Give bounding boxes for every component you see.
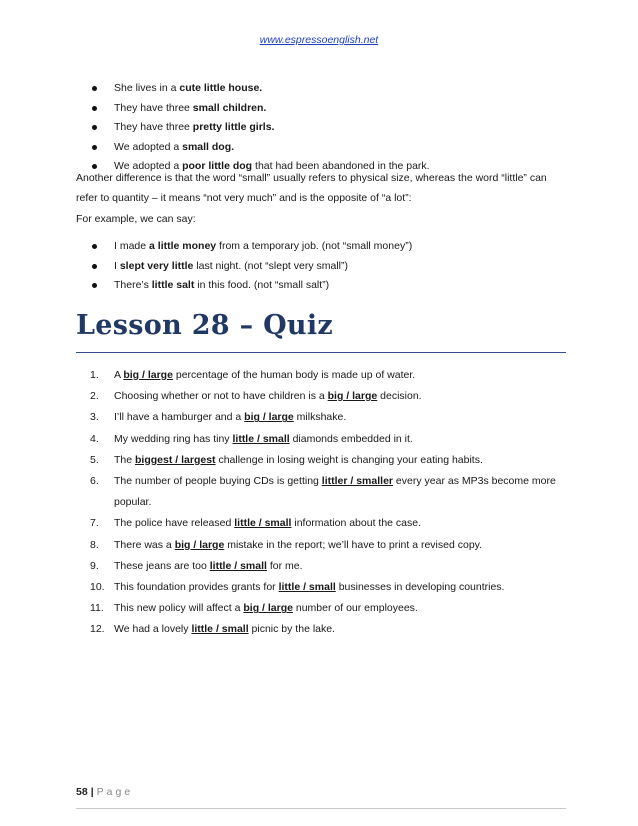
examples-list-size [92, 79, 430, 177]
bullet-icon [92, 106, 97, 111]
quiz-question: 12. We had a lovely little / small picnic by the lake. [90, 623, 336, 636]
answer-options: little / small [278, 581, 336, 594]
quiz-question: 9. These jeans are too little / small for me. [90, 559, 303, 572]
answer-options: littler / smaller [321, 475, 393, 488]
answer-options: biggest / largest [135, 453, 216, 466]
example-intro-paragraph: For example, we can say: [76, 213, 196, 225]
answer-options: little / small [232, 432, 290, 445]
bullet-icon [92, 283, 97, 288]
list-item: I slept very little last night. (not “slept very small”) [92, 257, 412, 277]
list-item: We adopted a small dog. [92, 138, 430, 158]
difference-paragraph: Another difference is that the word “small” usually refers to physical size, whereas the word “little” can refer to quantity – it means “not very much” and is the opposite of “a lot”: [76, 172, 547, 204]
bullet-icon [92, 264, 97, 269]
list-item: They have three pretty little girls. [92, 118, 430, 138]
quiz-question: 3. I’ll have a hamburger and a big / large milkshake. [90, 411, 347, 424]
answer-options: big / large [244, 411, 294, 424]
quiz-question: 5. The biggest / largest challenge in losing weight is changing your eating habits. [90, 453, 483, 466]
quiz-question: 4. My wedding ring has tiny little / small diamonds embedded in it. [90, 432, 413, 445]
quiz-question: 10. This foundation provides grants for little / small businesses in developing countries. [90, 581, 505, 594]
answer-options: little / small [191, 623, 249, 636]
page-word: Page [96, 786, 134, 798]
title-divider [76, 352, 566, 353]
list-item: There’s little salt in this food. (not “small salt”) [92, 276, 412, 296]
bullet-icon [92, 125, 97, 130]
page-number: 58 [76, 786, 88, 798]
quiz-question: 11. This new policy will affect a big / large number of our employees. [90, 602, 418, 615]
examples-list-quantity [92, 237, 412, 296]
bullet-icon [92, 86, 97, 91]
quiz-question: 1. A big / large percentage of the human body is made up of water. [90, 369, 416, 381]
page-footer [76, 786, 133, 798]
answer-options: little / small [234, 517, 292, 530]
footer-separator: | [90, 786, 94, 798]
quiz-question: 6. The number of people buying CDs is getting littler / smaller every year as MP3s become more popular. [90, 475, 556, 509]
quiz-question: 8. There was a big / large mistake in the report; we’ll have to print a revised copy. [90, 538, 483, 551]
list-item: They have three small children. [92, 99, 430, 119]
footer-divider [76, 808, 566, 809]
answer-options: big / large [123, 369, 173, 381]
bullet-icon [92, 145, 97, 150]
quiz-question: 2. Choosing whether or not to have children is a big / large decision. [90, 390, 422, 403]
answer-options: big / large [243, 602, 293, 615]
header-url-link[interactable]: www.espressoenglish.net [259, 34, 379, 46]
list-item: I made a little money from a temporary job. (not “small money”) [92, 237, 412, 257]
quiz-question-list [90, 365, 560, 641]
answer-options: big / large [327, 390, 378, 403]
answer-options: little / small [209, 559, 267, 572]
list-item: She lives in a cute little house. [92, 79, 430, 99]
quiz-title: Lesson 28 – Quiz [76, 310, 334, 341]
quiz-question: 7. The police have released little / small information about the case. [90, 517, 422, 530]
bullet-icon [92, 244, 97, 249]
answer-options: big / large [174, 538, 225, 551]
list-item: We adopted a poor little dog that had been abandoned in the park. [92, 157, 430, 177]
